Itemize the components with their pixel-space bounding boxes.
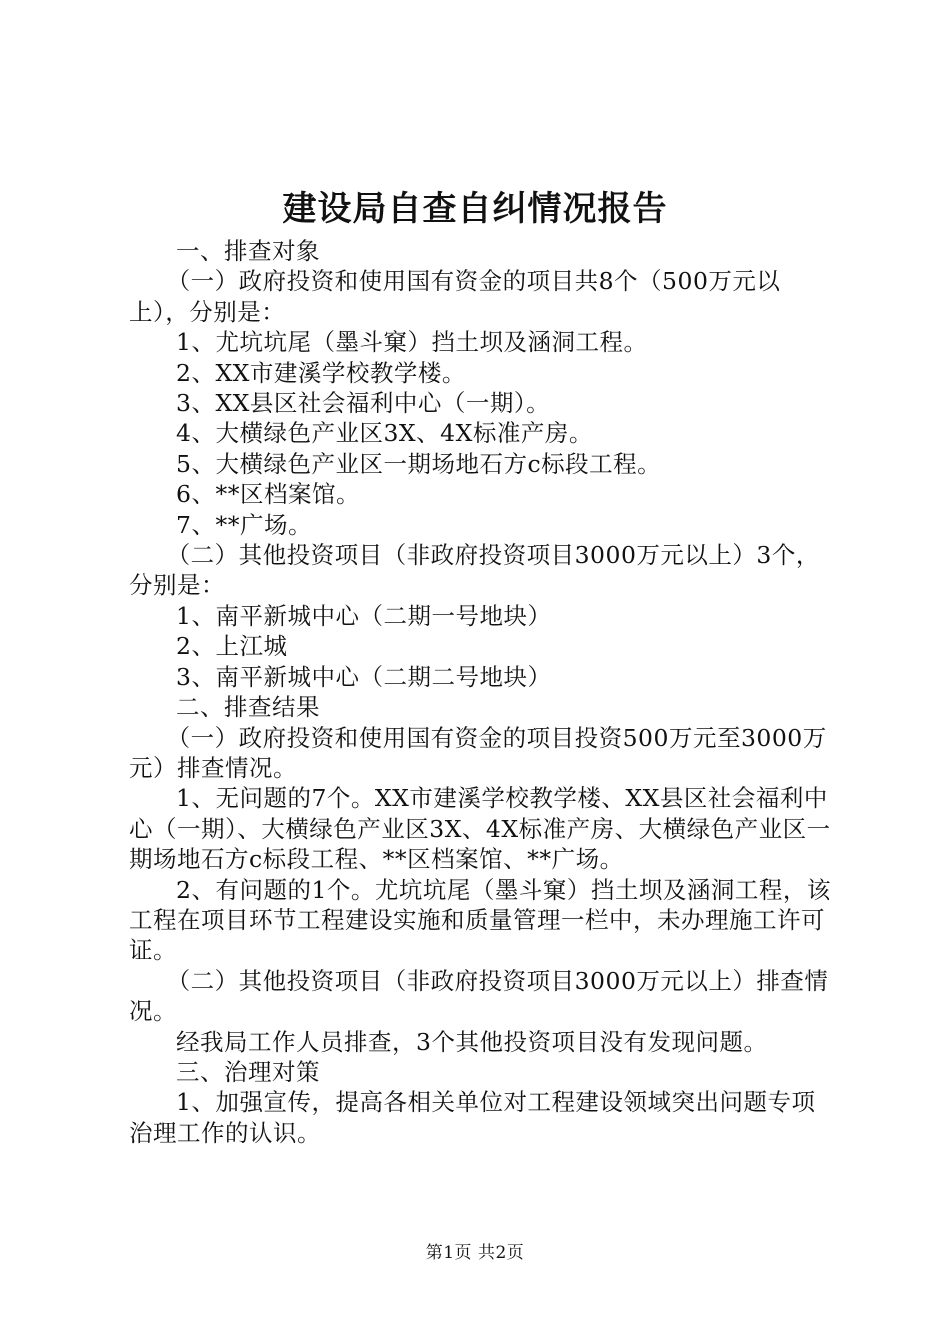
list-item: 3、南平新城中心（二期二号地块）: [176, 662, 552, 691]
body-paragraph: 2、有问题的1个。尤坑坑尾（墨斗窠）挡土坝及涵洞工程，该工程在项目环节工程建设实施和质量管理一栏中，未办理施工许可证。: [129, 875, 831, 965]
section-heading: 三、治理对策: [176, 1057, 320, 1086]
subsection-paragraph: （一）政府投资和使用国有资金的项目共8个（500万元以上），分别是：: [129, 267, 781, 326]
subsection-paragraph: （二）其他投资项目（非政府投资项目3000万元以上）3个，分别是：: [129, 541, 820, 600]
list-item: 2、XX市建溪学校教学楼。: [176, 358, 466, 387]
list-item: 3、XX县区社会福利中心（一期）。: [176, 389, 551, 418]
section-heading: 二、排查结果: [176, 693, 320, 722]
subsection-paragraph: （二）其他投资项目（非政府投资项目3000万元以上）排查情况。: [129, 966, 829, 1026]
document-title: 建设局自查自纠情况报告: [282, 189, 668, 229]
body-paragraph: 经我局工作人员排查，3个其他投资项目没有发现问题。: [176, 1027, 768, 1056]
subsection-paragraph: （一）政府投资和使用国有资金的项目投资500万元至3000万元）排查情况。: [129, 723, 827, 782]
list-item: 5、大横绿色产业区一期场地石方c标段工程。: [176, 449, 662, 478]
section-heading: 一、排查对象: [176, 237, 320, 265]
document-body: [129, 236, 834, 1148]
page-footer: 第1页 共2页: [425, 1243, 525, 1263]
body-paragraph: 1、加强宣传，提高各相关单位对工程建设领域突出问题专项治理工作的认识。: [129, 1088, 816, 1147]
list-item: 1、尤坑坑尾（墨斗窠）挡土坝及涵洞工程。: [176, 328, 648, 357]
body-paragraph: 1、无问题的7个。XX市建溪学校教学楼、XX县区社会福利中心（一期）、大横绿色产业区3X、4X标准产房、大横绿色产业区一期场地石方c标段工程、**区档案馆、**广场。: [129, 784, 831, 874]
list-item: 7、**广场。: [176, 510, 312, 539]
list-item: 2、上江城: [176, 632, 288, 661]
list-item: 6、**区档案馆。: [176, 480, 360, 509]
list-item: 1、南平新城中心（二期一号地块）: [176, 601, 552, 630]
list-item: 4、大横绿色产业区3X、4X标准产房。: [176, 419, 593, 448]
